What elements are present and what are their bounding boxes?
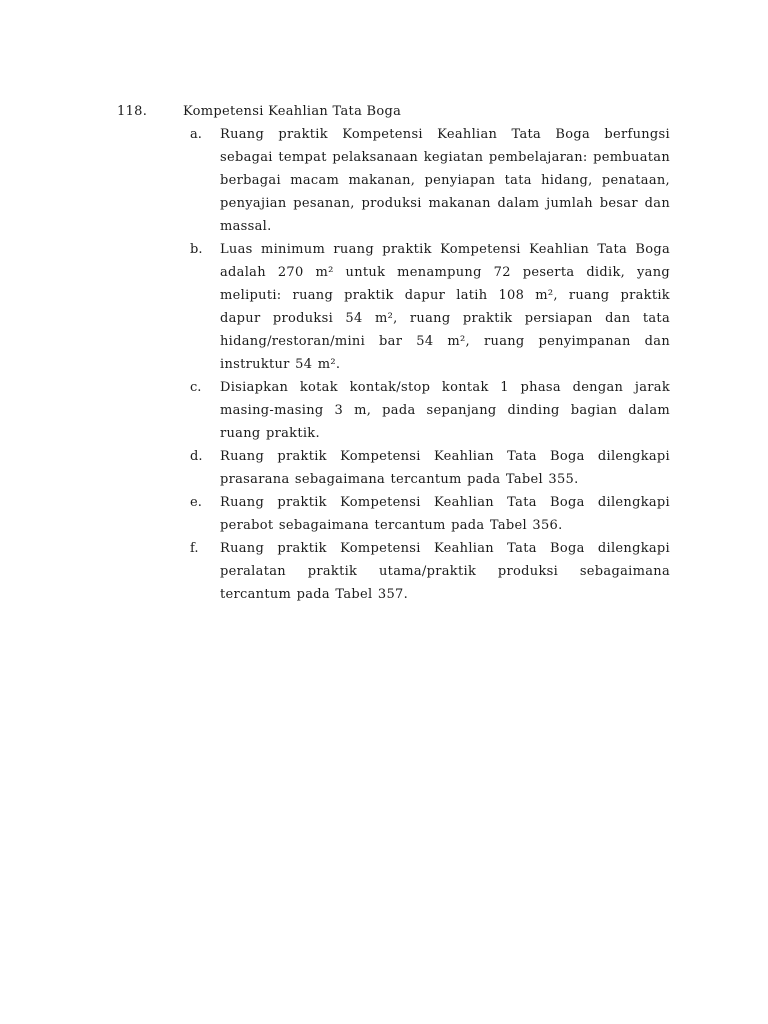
list-item-f [183,537,670,606]
section-number: 118. [117,104,148,119]
list-item-c [183,376,670,445]
item-text: Disiapkan kotak kontak/stop kontak 1 phasa dengan jarak masing-masing 3 m, pada sepanjang dinding bagian dalam ruang praktik. [220,380,670,441]
item-marker: d. [190,449,203,464]
item-text: Ruang praktik Kompetensi Keahlian Tata Boga dilengkapi perabot sebagaimana tercantum pada Tabel 356. [220,495,670,533]
item-text: Ruang praktik Kompetensi Keahlian Tata Boga dilengkapi prasarana sebagaimana tercantum pada Tabel 355. [220,449,670,487]
item-marker: c. [190,380,202,395]
item-text: Luas minimum ruang praktik Kompetensi Keahlian Tata Boga adalah 270 m² untuk menampung 72 peserta didik, yang meliputi: ruang praktik dapur latih 108 m², ruang praktik dapur produksi 54 m², ruang praktik persiapan dan tata hidang/restoran/mini bar 54 m², ruang penyimpanan dan instruktur 54 m². [220,242,670,372]
item-marker: f. [190,541,199,556]
item-marker: a. [190,127,202,142]
list-item-a [183,123,670,238]
section-title: Kompetensi Keahlian Tata Boga [183,104,402,119]
list-item-d [183,445,670,491]
item-list [183,123,670,606]
item-text: Ruang praktik Kompetensi Keahlian Tata Boga dilengkapi peralatan praktik utama/praktik produksi sebagaimana tercantum pada Tabel 357. [220,541,670,602]
list-item-b [183,238,670,376]
item-text: Ruang praktik Kompetensi Keahlian Tata Boga berfungsi sebagai tempat pelaksanaan kegiatan pembelajaran: pembuatan berbagai macam makanan, penyiapan tata hidang, penataan, penyajian pesanan, produksi makanan dalam jumlah besar dan massal. [220,127,670,234]
item-marker: e. [190,495,202,510]
list-item-e [183,491,670,537]
item-marker: b. [190,242,203,257]
